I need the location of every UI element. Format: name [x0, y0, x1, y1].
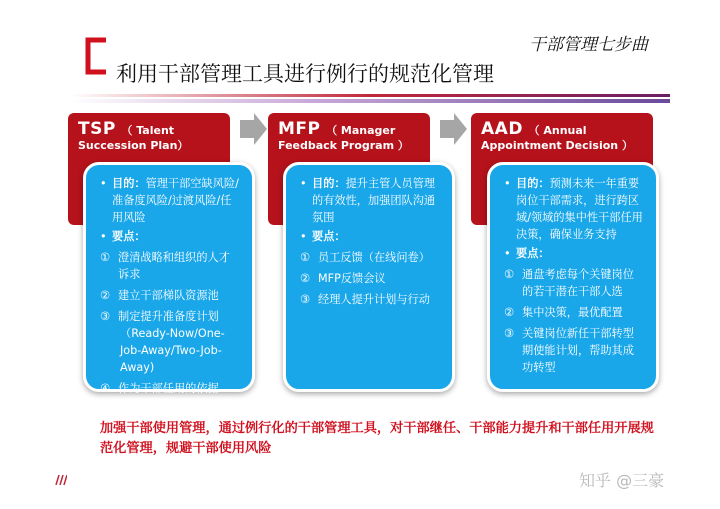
panel-aad-full-line2: Appointment Decision ）: [481, 139, 633, 152]
panel-tsp-body: • 目的：管理干部空缺风险/准备度风险/过渡风险/任用风险 • 要点： ① 澄清战略和组织的人才诉求 ② 建立干部梯队资源池 ③ 制定提升准备度计划 （Ready-Now/One-Job-Away/Two-Job-Away) ④ 作为干部任用的依据: [83, 162, 255, 392]
list-item: ② 集中决策，最优配置: [504, 306, 623, 319]
panel-mfp-full-line1: （ Manager: [326, 124, 396, 137]
list-item: ① 通盘考虑每个关键岗位的若干潜在干部人选: [504, 268, 634, 298]
panel-mfp-body: • 目的：提升主管人员管理的有效性，加强团队沟通氛围 • 要点： ① 员工反馈（在线问卷） ② MFP反馈会议 ③ 经理人提升计划与行动: [283, 162, 455, 392]
list-item: ② 建立干部梯队资源池: [100, 289, 219, 302]
purpose-text: 提升主管人员管理的有效性，加强团队沟通氛围: [312, 177, 436, 224]
list-item: ③ 经理人提升计划与行动: [300, 293, 430, 306]
page-subtitle: 干部管理七步曲: [529, 35, 648, 55]
panel-mfp-full-line2: Feedback Program ）: [278, 139, 409, 152]
list-item: ③ 制定提升准备度计划: [100, 310, 219, 323]
title-divider: [70, 92, 670, 106]
arrow-right-icon: [238, 112, 268, 146]
list-item-sub: （Ready-Now/One-Job-Away/Two-Job-Away): [120, 327, 225, 374]
list-item: ② MFP反馈会议: [300, 272, 386, 285]
panel-tsp-full-line1: （ Talent: [121, 124, 175, 137]
list-item: ① 澄清战略和组织的人才诉求: [100, 251, 230, 281]
page-title: 利用干部管理工具进行例行的规范化管理: [116, 62, 494, 86]
summary-text: 加强干部使用管理，通过例行化的干部管理工具，对干部继任、干部能力提升和干部任用开展规范化管理，规避干部使用风险: [100, 421, 654, 456]
purpose-label: 目的：: [312, 177, 346, 190]
list-item: ① 员工反馈（在线问卷）: [300, 251, 430, 264]
arrow-right-icon: [438, 112, 468, 146]
purpose-text: 预测未来一年重要岗位干部需求，进行跨区域/领域的集中性干部任用决策，确保业务支持: [516, 177, 643, 241]
slash-decor-icon: [55, 475, 67, 485]
list-item: ③ 关键岗位新任干部转型期使能计划，帮助其成功转型: [504, 327, 634, 374]
panel-aad-abbr: AAD: [481, 119, 523, 139]
list-item: ④ 作为干部任用的依据: [100, 382, 219, 395]
panel-tsp-abbr: TSP: [78, 119, 116, 139]
points-label: 要点：: [112, 230, 146, 243]
purpose-label: 目的：: [516, 177, 550, 190]
panel-aad-full-line1: （ Annual: [528, 124, 587, 137]
panel-mfp-abbr: MFP: [278, 119, 321, 139]
points-label: 要点：: [312, 230, 346, 243]
purpose-label: 目的：: [112, 177, 146, 190]
points-label: 要点：: [516, 247, 550, 260]
purpose-text: 管理干部空缺风险/准备度风险/过渡风险/任用风险: [112, 177, 239, 224]
panel-tsp-full-line2: Succession Plan）: [78, 139, 189, 152]
panel-aad-body: • 目的：预测未来一年重要岗位干部需求，进行跨区域/领域的集中性干部任用决策，确保业务支持 • 要点： ① 通盘考虑每个关键岗位的若干潜在干部人选 ② 集中决策，最优配置 ③ 关键岗位新任干部转型期使能计划，帮助其成功转型: [487, 162, 659, 392]
red-bracket-logo: [84, 37, 108, 75]
watermark: 知乎 @三豪: [579, 471, 665, 490]
